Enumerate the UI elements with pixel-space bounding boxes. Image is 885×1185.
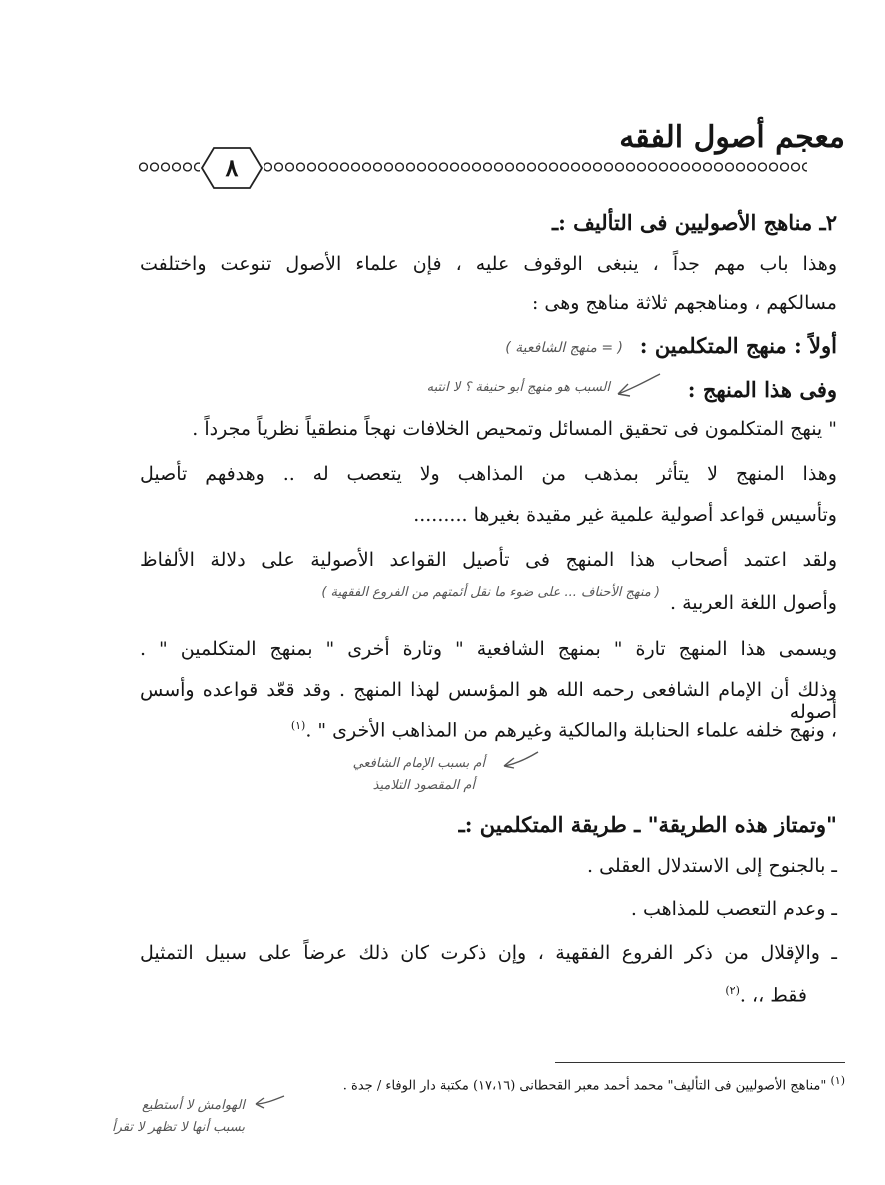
feature-3-line-2 [725,984,807,1006]
intro-line-1: وهذا باب مهم جداً ، ينبغى الوقوف عليه ، فإن علماء الأصول تنوعت واختلفت [140,253,837,275]
header-ornament-right [262,160,807,174]
para2-line-2: وتأسيس قواعد أصولية علمية غير مقيدة بغيرها ......... [413,504,837,526]
feature-1: ـ بالجنوح إلى الاستدلال العقلى . [586,855,837,877]
footnote [343,1074,845,1093]
para2-line-1: وهذا المنهج لا يتأثر بمذهب من المذاهب ولا يتعصب له .. وهدفهم تأصيل [140,463,837,485]
handwritten-margin-note-2: بسبب أنها لا تظهر لا تقرأ [111,1120,245,1135]
handwritten-arrow-icon [612,370,662,400]
handwritten-arrow-icon [252,1090,286,1110]
feature-3-line-2-text: فقط ،، . [739,984,807,1007]
footnote-ref-2: (٢) [725,984,740,997]
handwritten-margin-note-1: الهوامش لا أستطيع [141,1098,245,1113]
handwritten-note-name-1: أم بسبب الإمام الشافعي [352,756,485,771]
handwritten-note-first: ( = منهج الشافعية ) [505,340,623,356]
para4-line-2: وذلك أن الإمام الشافعى رحمه الله هو المؤسس لهذا المنهج . وقد قعّد قواعده وأسس أصوله [140,679,837,723]
para4-line-3-text: ، ونهج خلفه علماء الحنابلة والمالكية وغيرهم من المذاهب الأخرى " . [305,719,837,742]
footnote-separator [555,1062,845,1063]
footnote-ref-1: (١) [290,719,306,732]
book-title: معجم أصول الفقه [619,120,845,155]
para4-line-3 [291,719,837,741]
feature-3-line-1: ـ والإقلال من ذكر الفروع الفقهية ، وإن ذكرت كان ذلك عرضاً على سبيل التمثيل [140,942,837,964]
para3-line-2: وأصول اللغة العربية . [669,592,837,614]
feature-2: ـ وعدم التعصب للمذاهب . [630,898,837,920]
para4-line-1: ويسمى هذا المنهج تارة " بمنهج الشافعية " وتارة أخرى " بمنهج المتكلمين " . [140,638,837,660]
first-method-label: أولاً : منهج المتكلمين : [639,333,837,358]
header-ornament-left [138,160,200,174]
handwritten-note-method: السبب هو منهج أبو حنيفة ؟ لا انتبه [426,380,610,395]
intro-line-2: مسالكهم ، ومناهجهم ثلاثة مناهج وهى : [531,292,837,314]
handwritten-note-language: ( منهج الأحناف ... على ضوء ما نقل أئمتهم من الفروع الفقهية ) [321,585,660,600]
quote-line-1: " ينهج المتكلمون فى تحقيق المسائل وتمحيص الخلافات نهجاً منطقياً نظرياً مجرداً . [192,418,837,440]
section-heading: ٢ـ مناهج الأصوليين فى التأليف :ـ [551,210,837,235]
footnote-marker: (١) [830,1074,845,1087]
page-number: ٨ [225,153,239,182]
features-heading: "وتمتاز هذه الطريقة" ـ طريقة المتكلمين :ـ [458,812,837,837]
page-number-badge [200,146,264,190]
in-method-label: وفى هذا المنهج : [687,377,837,402]
handwritten-note-name-2: أم المقصود التلاميذ [372,778,475,793]
handwritten-arrow-icon [500,748,540,770]
para3-line-1: ولقد اعتمد أصحاب هذا المنهج فى تأصيل القواعد الأصولية على دلالة الألفاظ [140,549,837,571]
footnote-text: "مناهج الأصوليين فى التأليف" محمد أحمد معبر القحطانى (١٧،١٦) مكتبة دار الوفاء / جدة . [342,1078,827,1094]
